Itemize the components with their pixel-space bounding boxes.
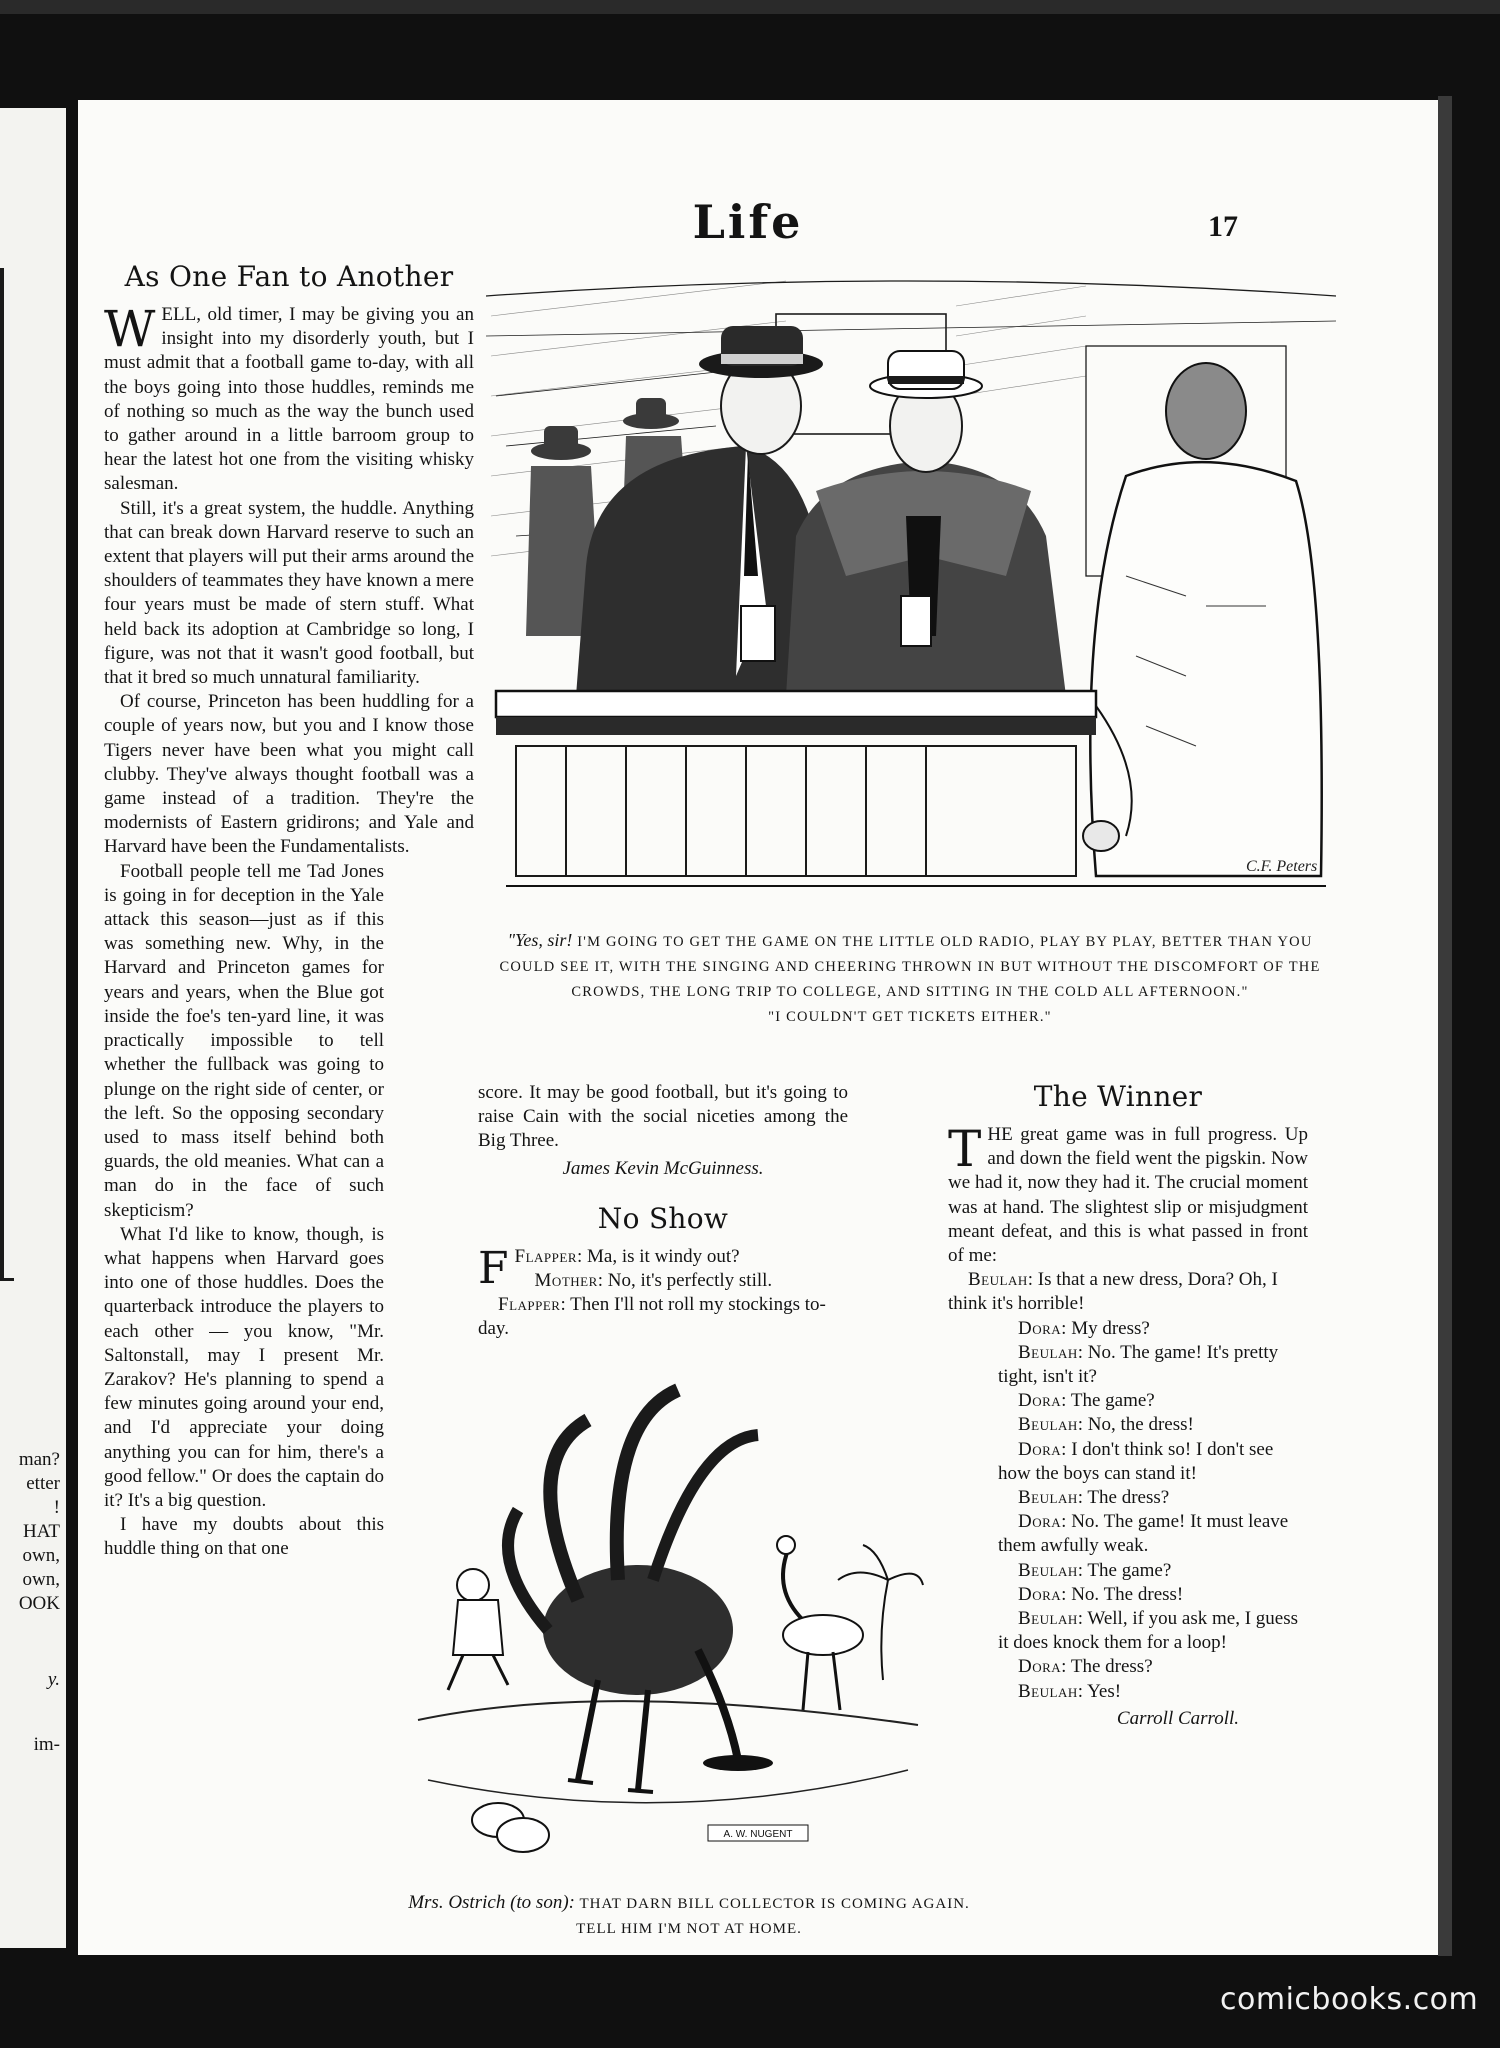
page-edge bbox=[1438, 96, 1452, 1956]
article-continuation: score. It may be good football, but it's going to raise Cain with the social niceties among the Big Three. bbox=[478, 1082, 848, 1152]
article-the-winner bbox=[868, 1080, 1338, 1730]
article-paragraph: Of course, Princeton has been huddling for a couple of years now, but you and I know those Tigers never have been what you might call clubby. They've always thought football was a game instead of a tradition. They're the modernists of Eastern gridirons; and Yale and Harvard have been the Fundamentalists. bbox=[104, 691, 474, 858]
masthead: Life bbox=[692, 195, 804, 249]
article-title: The Winner bbox=[1033, 1080, 1203, 1113]
facing-page-fragment: OOK bbox=[18, 1593, 60, 1614]
top-border bbox=[0, 0, 1500, 14]
ostrich-cartoon-caption: Mrs. Ostrich (to son): THAT DARN BILL COLLECTOR IS COMING AGAIN. TELL HIM I'M NOT AT HOME. bbox=[408, 1892, 970, 1937]
facing-page-fragment: y. bbox=[47, 1669, 60, 1690]
article-title: No Show bbox=[597, 1201, 729, 1235]
dialogue-line: Dora: The dress? bbox=[1018, 1656, 1153, 1678]
article-byline: Carroll Carroll. bbox=[1116, 1707, 1240, 1729]
dialogue-line: Dora: No. The game! It must leave them awfully weak. bbox=[998, 1511, 1289, 1557]
middle-column bbox=[478, 1082, 918, 1341]
article-byline: James Kevin McGuinness. bbox=[562, 1157, 764, 1179]
dialogue-line: Beulah: No, the dress! bbox=[1018, 1414, 1194, 1436]
facing-page-rule bbox=[0, 268, 4, 1278]
dialogue-line: Dora: No. The dress! bbox=[1018, 1583, 1184, 1605]
article-title: As One Fan to Another bbox=[124, 260, 454, 293]
drop-cap: F bbox=[478, 1242, 509, 1294]
dialogue-line: Mother: No, it's perfectly still. bbox=[534, 1269, 773, 1291]
facing-page-fragment: HAT bbox=[23, 1521, 60, 1542]
article-paragraph: THE great game was in full progress. Up and down the field went the pigskin. Now we had it, now they had it. The crucial moment was at hand. The slightest slip or misjudgment meant defeat, and this is what passed in front of me: bbox=[948, 1120, 1308, 1267]
facing-page-fragment: own, bbox=[22, 1569, 60, 1590]
dialogue-line: Dora: The game? bbox=[1018, 1390, 1155, 1412]
dialogue-line: Beulah: No. The game! It's pretty tight, isn't it? bbox=[998, 1341, 1279, 1388]
cartoon-signature: A. W. NUGENT bbox=[723, 1829, 793, 1840]
facing-page-fragment: ! bbox=[53, 1497, 60, 1518]
dialogue-line: Dora: I don't think so! I don't see how the boys can stand it! bbox=[998, 1438, 1274, 1484]
facing-page-fragment: im- bbox=[33, 1734, 60, 1755]
article-paragraph: Still, it's a great system, the huddle. Anything that can break down Harvard reserve to such an extent that players will put their arms around the shoulders of teammates they have known a mere four years must be made of stern stuff. What held back its adoption at Cambridge so long, I figure, was not that it wasn't good football, but that it bred so much unnatural familiarity. bbox=[104, 497, 474, 689]
dialogue-line: Flapper: Then I'll not roll my stockings to-day. bbox=[478, 1294, 826, 1340]
dialogue-line: Beulah: Yes! bbox=[1018, 1680, 1122, 1702]
site-watermark: comicbooks.com bbox=[1220, 1982, 1479, 2017]
dialogue-line: Beulah: The game? bbox=[1018, 1559, 1172, 1581]
dialogue-line: F Flapper: Ma, is it windy out? bbox=[478, 1242, 740, 1294]
article-paragraph: What I'd like to know, though, is what happens when Harvard goes into one of those huddles. Does the quarterback introduce the players to each other — you know, "Mr. Saltonstall, may I present Mr. Zarakov? He's planning to spend a few minutes going around your end, and I'd appreciate your doing anything you can for him, there's a good fellow." Or does the captain do it? It's a big question. bbox=[104, 1223, 384, 1511]
facing-page-rule-end bbox=[0, 1278, 14, 1281]
facing-page-fragment: man? bbox=[18, 1449, 60, 1470]
drop-cap: W bbox=[104, 300, 156, 358]
facing-page-fragment: etter bbox=[26, 1473, 60, 1494]
magazine-page bbox=[78, 100, 1438, 1955]
cartoon-signature: C.F. Peters bbox=[1246, 858, 1318, 875]
article-paragraph: WELL, old timer, I may be giving you an insight into my disorderly youth, but I must admit that a football game to-day, with all the boys going into those huddles, reminds me of nothing so much as the way the bunch used to gather around in a little barroom group to hear the latest hot one from the visiting whisky salesman. bbox=[104, 300, 474, 495]
dialogue-line: Dora: My dress? bbox=[1018, 1317, 1150, 1339]
ostrich-cartoon bbox=[408, 1380, 928, 1875]
dialogue-line: Beulah: The dress? bbox=[1018, 1487, 1170, 1509]
article-paragraph: I have my doubts about this huddle thing on that one bbox=[104, 1514, 384, 1560]
facing-page-fragment: own, bbox=[22, 1545, 60, 1566]
dialogue-line: Beulah: Well, if you ask me, I guess it does knock them for a loop! bbox=[998, 1608, 1299, 1654]
facing-page-edge bbox=[0, 108, 66, 1948]
bar-scene-cartoon bbox=[486, 276, 1336, 906]
page-number: 17 bbox=[1208, 210, 1238, 243]
article-as-one-fan bbox=[104, 260, 474, 1562]
article-paragraph: Football people tell me Tad Jones is going in for deception in the Yale attack this season—just as if this was something new. Why, in the Harvard and Princeton games for years and years, when the Blue got inside the foe's ten-yard line, it was practically impossible to tell whether the fullback was going to plunge on the right side of center, or the left. So the opposing secondary used to mass itself behind both guards, the old meanies. What can a man do in the face of such skepticism? bbox=[104, 860, 384, 1221]
bar-cartoon-caption: "Yes, sir! I'M GOING TO GET THE GAME ON THE LITTLE OLD RADIO, PLAY BY PLAY, BETTER THAN YOU COULD SEE IT, WITH THE SINGING AND CHEERING THROWN IN BUT WITHOUT THE DISCOMFORT OF THE CROWDS, THE LONG TRIP TO COLLEGE, AND SITTING IN THE COLD ALL AFTERNOON." "I COULDN'T GET TICKETS EITHER." bbox=[499, 930, 1321, 1025]
drop-cap: T bbox=[948, 1120, 982, 1178]
dialogue-line: Beulah: Is that a new dress, Dora? Oh, I think it's horrible! bbox=[948, 1269, 1278, 1315]
